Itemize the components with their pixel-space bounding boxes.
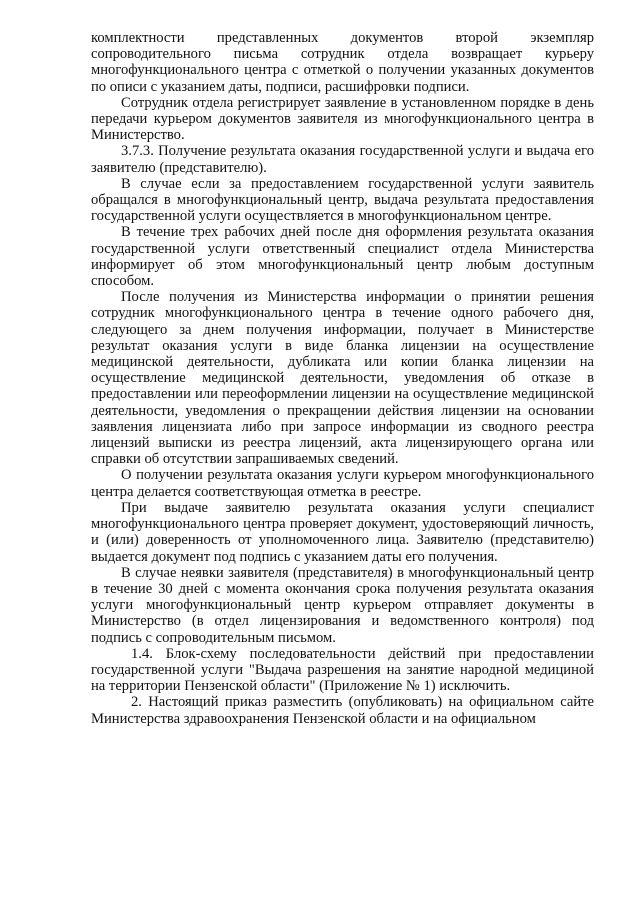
paragraph-item-2: 2. Настоящий приказ разместить (опубликовать) на официальном сайте Министерства здравоохранения Пензенской области и на официальном [91, 694, 594, 727]
document-text-block [91, 30, 594, 727]
paragraph-delivery-check: комплектности представленных документов второй экземпляр сопроводительного письма сотрудник отдела возвращает курьеру многофункционального центра с отметкой о получении указанных документов по описи с указанием даты, подписи, расшифровки подписи. [91, 30, 594, 95]
paragraph-registration: Сотрудник отдела регистрирует заявление в установленном порядке в день передачи курьером документов заявителя из многофункционального центра в Министерство. [91, 94, 594, 144]
paragraph-section-3-7-3: 3.7.3. Получение результата оказания государственной услуги и выдача его заявителю (представителю). [91, 143, 594, 176]
paragraph-mfc-issuance: В случае если за предоставлением государственной услуги заявитель обращался в многофункциональный центр, выдача результата предоставления государственной услуги осуществляется в многофункциональном центре. [91, 175, 594, 225]
paragraph-no-show: В случае неявки заявителя (представителя) в многофункциональный центр в течение 30 дней с момента окончания срока получения результата оказания услуги многофункциональный центр курьером отправляет документы в Министерство (в отдел лицензирования и ведомственного контроля) под подпись с сопроводительным письмом. [91, 564, 594, 646]
paragraph-registry-mark: О получении результата оказания услуги курьером многофункционального центра делается соответствующая отметка в реестре. [91, 467, 594, 500]
paragraph-item-1-4: 1.4. Блок-схему последовательности действий при предоставлении государственной услуги "Выдача разрешения на занятие народной медициной на территории Пензенской области" (Приложение № 1) исключить. [91, 645, 594, 695]
paragraph-after-decision: После получения из Министерства информации о принятии решения сотрудник многофункционального центра в течение одного рабочего дня, следующего за днем получения информации, получает в Министерстве результат оказания услуги в виде бланка лицензии на осуществление медицинской деятельности, дубликата или копии бланка лицензии на осуществление медицинской деятельности, уведомления об отказе в предоставлении или переоформлении лицензии на осуществление медицинской деятельности, уведомления о прекращении действия лицензии на основании заявления лицензиата либо при запросе информации из сводного реестра лицензий выписки из реестра лицензий, акта лицензирующего органа или справки об отсутствии запрашиваемых сведений. [91, 289, 594, 468]
paragraph-identity-check: При выдаче заявителю результата оказания услуги специалист многофункционального центра проверяет документ, удостоверяющий личность, и (или) доверенность от уполномоченного лица. Заявителю (представителю) выдается документ под подпись с указанием даты его получения. [91, 499, 594, 565]
paragraph-three-days: В течение трех рабочих дней после дня оформления результата оказания государственной услуги ответственный специалист отдела Министерства информирует об этом многофункциональный центр любым доступным способом. [91, 224, 594, 290]
